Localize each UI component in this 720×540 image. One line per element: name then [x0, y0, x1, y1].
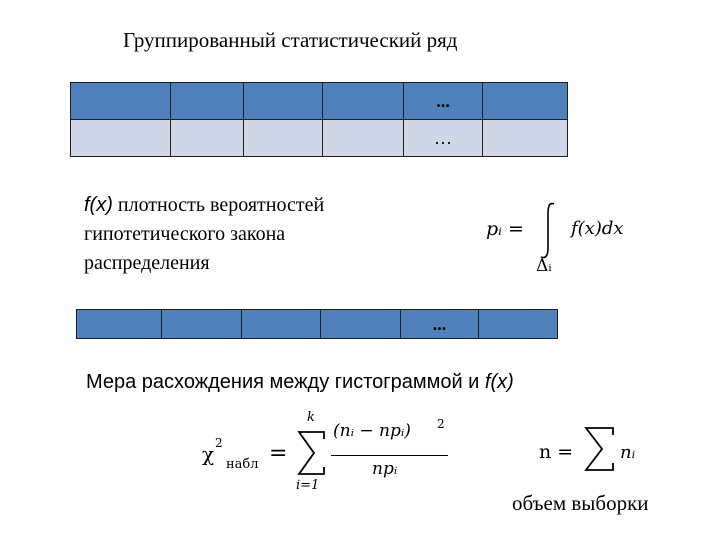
chi-numerator: (nᵢ − npᵢ) [333, 421, 411, 441]
integral-lhs: pᵢ = [486, 218, 524, 240]
table-cell [77, 310, 162, 339]
table-cell: ... [401, 310, 479, 339]
table-cell [162, 310, 242, 339]
probabilities-table [76, 309, 558, 339]
grouped-series-table [70, 82, 568, 157]
n-summand: nᵢ [620, 442, 636, 463]
table-cell: … [404, 120, 483, 157]
table-cell [323, 83, 404, 120]
density-text: плотность вероятностей гипотетического закона распределения [84, 194, 325, 274]
table-cell [171, 83, 244, 120]
measure-label: Мера расхождения между гистограммой и [86, 371, 485, 393]
integral-domain: Δᵢ [536, 256, 552, 276]
table-cell [71, 120, 171, 157]
chi-symbol: χ [202, 442, 215, 466]
table-row-values [71, 83, 568, 120]
chi-equals: = [269, 441, 288, 466]
chi-subscript: набл [226, 457, 259, 472]
table-cell [321, 310, 401, 339]
table-cell [242, 310, 321, 339]
sigma-icon [297, 430, 327, 476]
table-cell: ... [404, 83, 483, 120]
measure-fx: f(x) [484, 371, 514, 393]
sum-upper-limit: k [307, 410, 315, 425]
slide-title: Группированный статистический ряд [123, 28, 458, 52]
chi-denominator: npᵢ [372, 459, 398, 479]
table-cell [244, 83, 323, 120]
integral-sign-icon [538, 200, 558, 262]
density-fx: f(x) [84, 194, 113, 216]
table-cell [244, 120, 323, 157]
measure-text [86, 369, 566, 395]
table-row-probabilities [77, 310, 558, 339]
table-row-frequencies [71, 120, 568, 157]
table-cell [71, 83, 171, 120]
sample-volume-label: объем выборки [512, 491, 649, 515]
sigma-icon [584, 426, 616, 472]
chi-power: 2 [215, 436, 223, 450]
table-cell [323, 120, 404, 157]
table-cell [483, 120, 568, 157]
density-description [84, 191, 404, 278]
fraction-bar [331, 455, 448, 456]
integral-integrand: f(x)dx [571, 218, 624, 239]
n-lhs: n = [539, 441, 574, 463]
table-cell [483, 83, 568, 120]
table-cell [171, 120, 244, 157]
sum-lower-limit: i=1 [296, 478, 320, 493]
table-cell [479, 310, 558, 339]
chi-numerator-power: 2 [437, 417, 445, 431]
